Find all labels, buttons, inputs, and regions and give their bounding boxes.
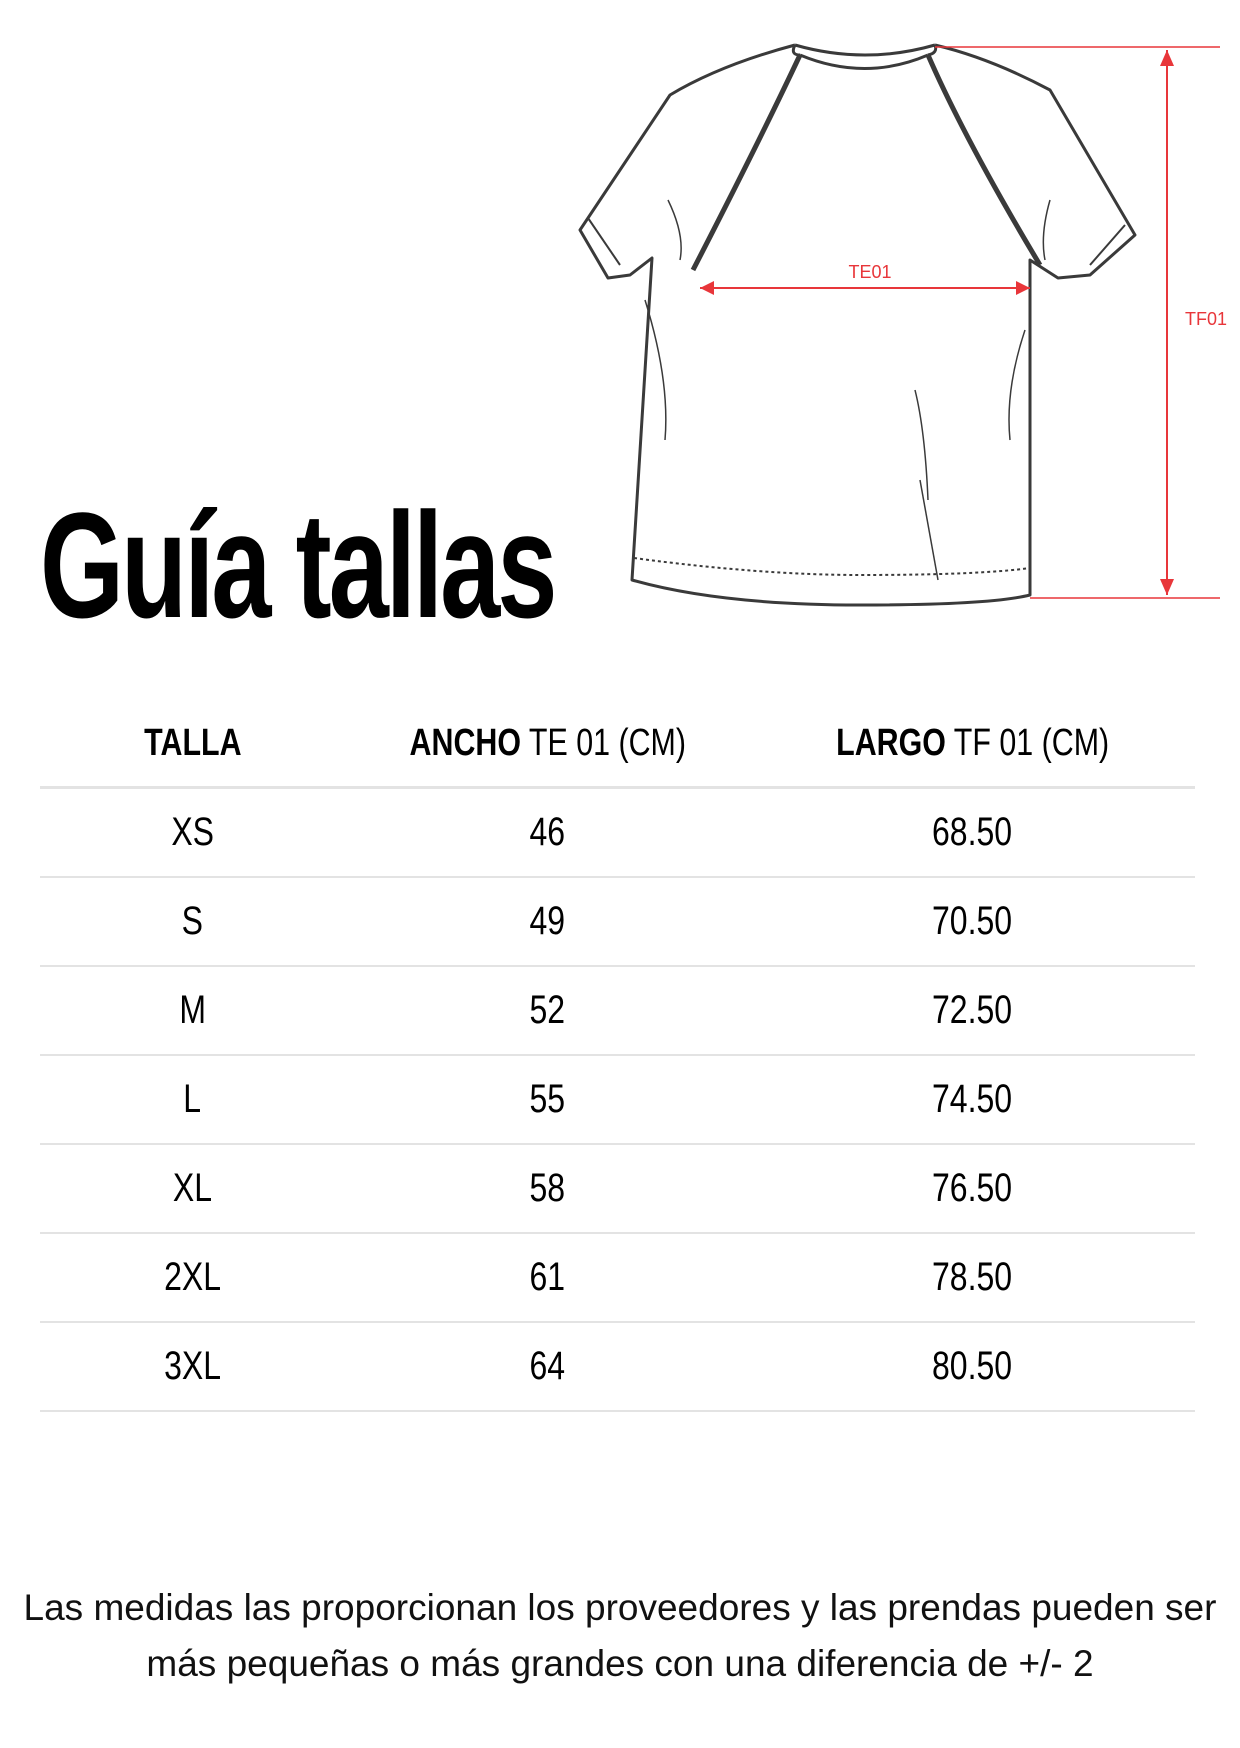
cell-size: M — [179, 988, 206, 1032]
cell-width: 55 — [529, 1077, 566, 1121]
cell-size: S — [181, 899, 204, 943]
cell-size: 3XL — [164, 1344, 221, 1388]
cell-size: L — [183, 1077, 202, 1121]
tshirt-outline — [580, 45, 1135, 605]
header-size: TALLA — [143, 721, 242, 764]
cell-size: XL — [172, 1166, 213, 1210]
table-row — [40, 1323, 1195, 1412]
cell-width: 49 — [529, 899, 566, 943]
cell-length: 74.50 — [932, 1077, 1013, 1121]
cell-width: 64 — [529, 1344, 566, 1388]
cell-length: 70.50 — [932, 899, 1013, 943]
table-row — [40, 789, 1195, 878]
cell-width: 46 — [529, 810, 566, 854]
cell-width: 52 — [529, 988, 566, 1032]
cell-size: XS — [171, 810, 214, 854]
cell-size: 2XL — [164, 1255, 221, 1299]
table-row — [40, 878, 1195, 967]
tshirt-diagram — [560, 20, 1240, 640]
cell-width: 61 — [529, 1255, 566, 1299]
cell-length: 68.50 — [932, 810, 1013, 854]
size-table — [40, 700, 1195, 1412]
width-label: TE01 — [848, 262, 892, 282]
table-row — [40, 1056, 1195, 1145]
header-width: ANCHO TE 01 (CM) — [409, 721, 686, 764]
cell-width: 58 — [529, 1166, 566, 1210]
cell-length: 72.50 — [932, 988, 1013, 1032]
cell-length: 80.50 — [932, 1344, 1013, 1388]
page-title: Guía tallas — [40, 481, 555, 649]
table-header — [40, 700, 1195, 789]
table-row — [40, 1234, 1195, 1323]
length-label: TF01 — [1185, 309, 1228, 329]
disclaimer-note: Las medidas las proporcionan los proveedores y las prendas pueden ser más pequeñas o más grandes con una diferencia de +/- 2 — [23, 1587, 1217, 1684]
cell-length: 76.50 — [932, 1166, 1013, 1210]
table-row — [40, 1145, 1195, 1234]
table-row — [40, 967, 1195, 1056]
header-length: LARGO TF 01 (CM) — [835, 721, 1110, 764]
measure-lines — [700, 47, 1220, 598]
cell-length: 78.50 — [932, 1255, 1013, 1299]
